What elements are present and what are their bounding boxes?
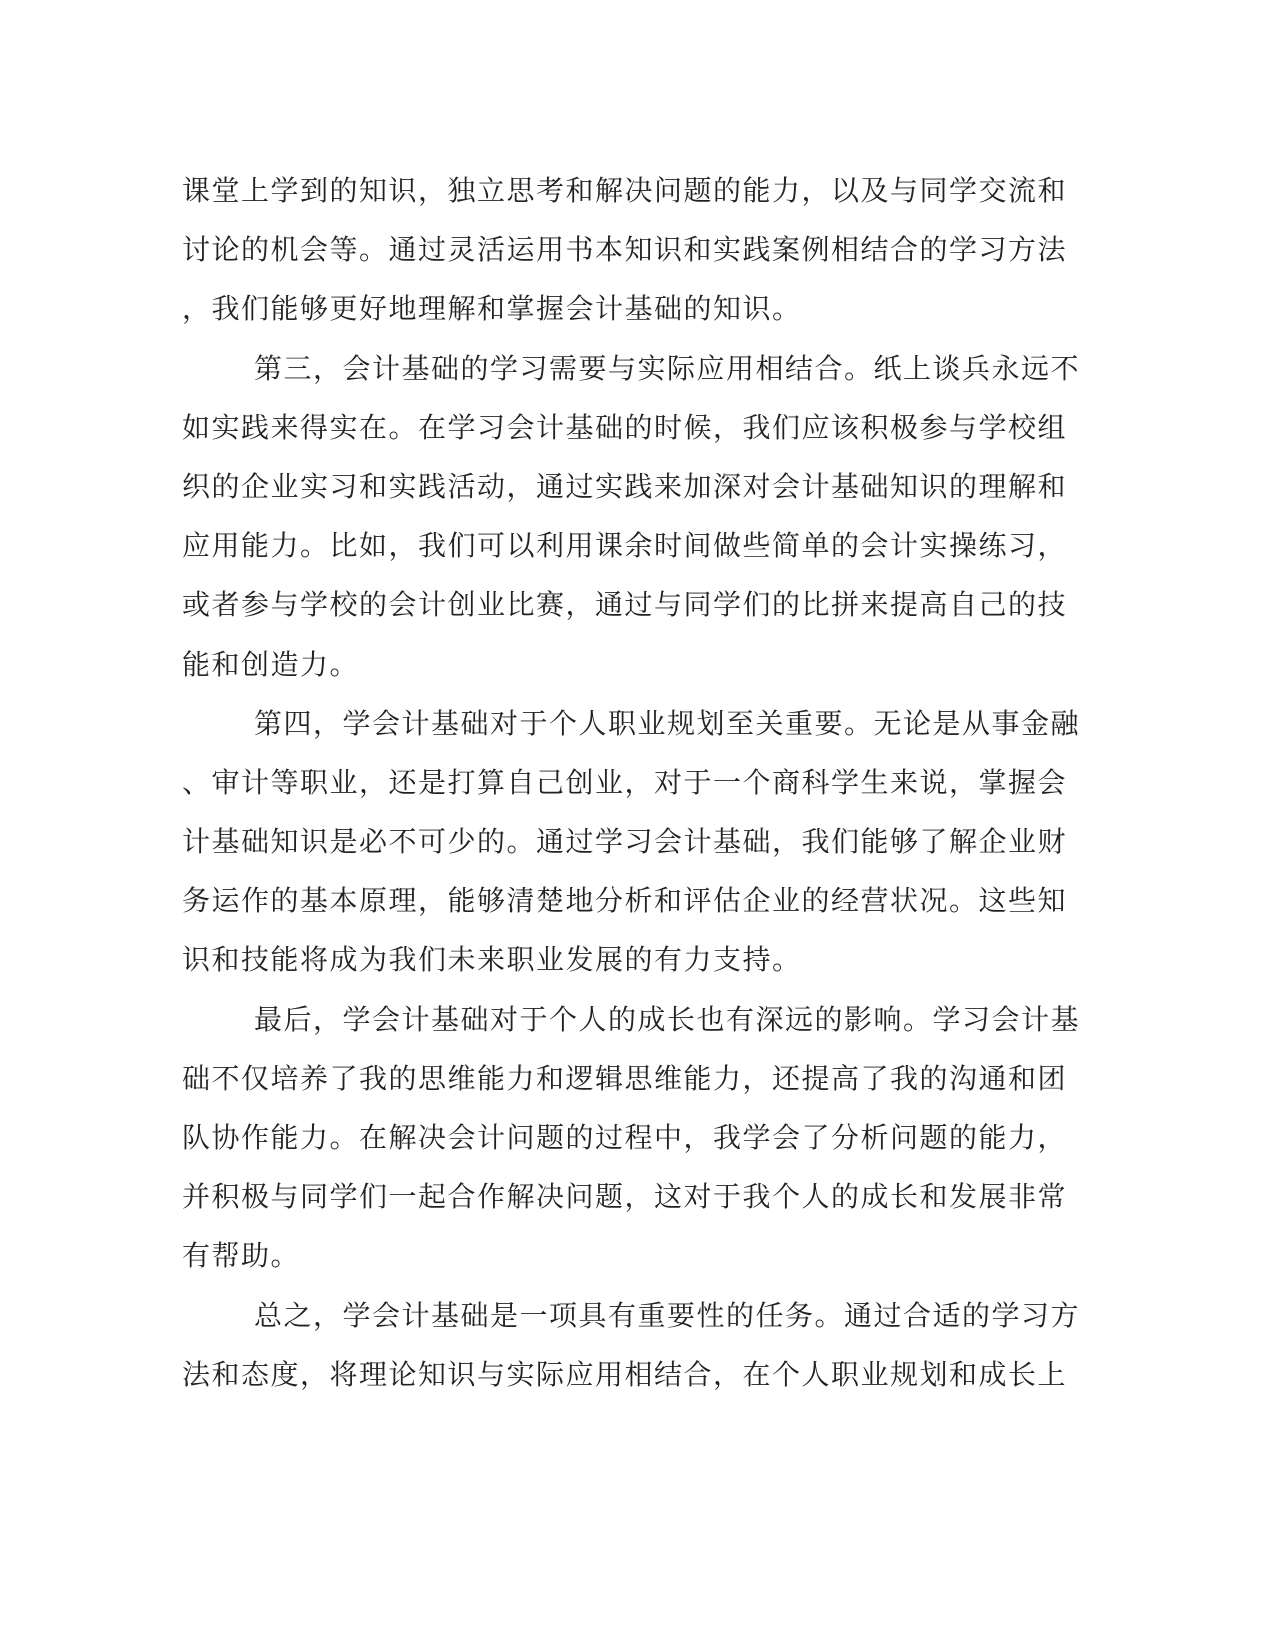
text-line: 、审计等职业，还是打算自己创业，对于一个商科学生来说，掌握会 [182, 765, 1068, 799]
body-text [182, 161, 1081, 1404]
paragraph-first-line: 最后，学会计基础对于个人的成长也有深远的影响。学习会计基 [254, 1002, 1081, 1036]
text-line: 并积极与同学们一起合作解决问题，这对于我个人的成长和发展非常 [182, 1180, 1068, 1214]
text-line: 应用能力。比如，我们可以利用课余时间做些简单的会计实操练习， [182, 529, 1068, 563]
text-line: 能和创造力。 [182, 647, 360, 681]
paragraph-first-line: 总之，学会计基础是一项具有重要性的任务。通过合适的学习方 [254, 1298, 1081, 1332]
text-line: 如实践来得实在。在学习会计基础的时候，我们应该积极参与学校组 [182, 410, 1068, 444]
text-line: 础不仅培养了我的思维能力和逻辑思维能力，还提高了我的沟通和团 [182, 1061, 1068, 1095]
text-line: 识和技能将成为我们未来职业发展的有力支持。 [182, 943, 802, 977]
text-line: 讨论的机会等。通过灵活运用书本知识和实践案例相结合的学习方法 [182, 233, 1068, 267]
text-line: 或者参与学校的会计创业比赛，通过与同学们的比拼来提高自己的技 [182, 588, 1068, 622]
text-line: 务运作的基本原理，能够清楚地分析和评估企业的经营状况。这些知 [182, 884, 1068, 918]
text-line: 法和态度，将理论知识与实际应用相结合，在个人职业规划和成长上 [182, 1357, 1068, 1391]
text-line: 队协作能力。在解决会计问题的过程中，我学会了分析问题的能力， [182, 1121, 1068, 1154]
text-line: 课堂上学到的知识，独立思考和解决问题的能力，以及与同学交流和 [182, 174, 1068, 207]
text-line: 计基础知识是必不可少的。通过学习会计基础，我们能够了解企业财 [182, 825, 1068, 859]
text-line: ，我们能够更好地理解和掌握会计基础的知识。 [182, 292, 802, 326]
text-line: 织的企业实习和实践活动，通过实践来加深对会计基础知识的理解和 [182, 469, 1068, 503]
paragraph-first-line: 第四，学会计基础对于个人职业规划至关重要。无论是从事金融 [254, 706, 1081, 740]
paragraph-first-line: 第三，会计基础的学习需要与实际应用相结合。纸上谈兵永远不 [254, 351, 1081, 385]
text-line: 有帮助。 [182, 1239, 301, 1273]
